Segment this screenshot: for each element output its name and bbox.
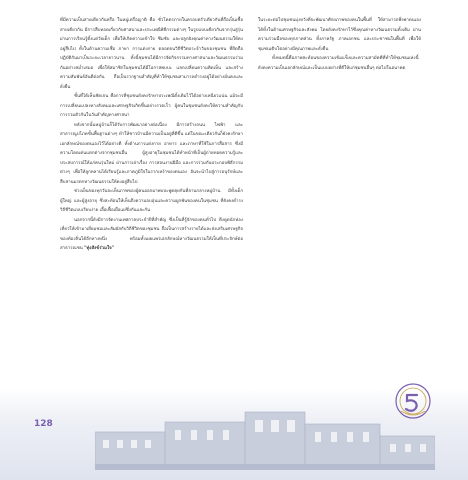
bold-phrase: "ทุ่งสังข์ร่วมใจ" bbox=[84, 246, 114, 251]
paragraph: หลังจากนั้นหมู่บ้านก็ได้รับการพัฒนาอย่างต่อเนื่อง มีการสร้างถนน ไฟฟ้า และสาธารณูปโภคขั้นพื้นฐานต่างๆ ทำให้ชาวบ้านมีความเป็นอยู่ที่ดีขึ้น แต่ในขณะเดียวกันก็ยังคงรักษาเอกลักษณ์ของตนเองไว้ได้อย่างดี ทั้งด้านการแต่งกาย อาหาร และภาษาที่ใช้ในการสื่อสาร ซึ่งมีความโดดเด่นแตกต่างจากชุมชนอื่น ผู้สูงอายุในชุมชนได้ทำหน้าที่เป็นผู้ถ่ายทอดความรู้และประสบการณ์ให้แก่คนรุ่นใหม่ ผ่านการเล่าเรื่อง การสอนงานฝีมือ และการร่วมกันประกอบพิธีกรรมต่างๆ เพื่อให้ลูกหลานได้เรียนรู้และภาคภูมิใจในรากเหง้าของตนเอง อันจะนำไปสู่การอนุรักษ์และสืบสานมรดกทางวัฒนธรรมให้คงอยู่สืบไป bbox=[60, 122, 243, 185]
paragraph: ช่วงเย็นของทุกวันจะเห็นภาพของผู้คนออกมาพบปะพูดคุยกันที่ลานกลางหมู่บ้าน มีทั้งเด็ก ผู้ใหญ่ และผู้สูงอายุ ซึ่งสะท้อนให้เห็นถึงความอบอุ่นและความผูกพันของคนในชุมชน ที่ยังคงดำรงวิถีชีวิตแบบเรียบง่าย เอื้อเฟื้อเผื่อแผ่ซึ่งกันและกัน bbox=[60, 189, 243, 213]
paragraph: ที่มีความเป็นสายเดียวกันหรือ ในหมู่เครือญาติ คือ ชั่วโคตรภายในครอบครัวเดียวกันที่ถือเป็นเชื้อสายเดียวกัน มีการสืบทอดเกี่ยวกับศาสนาและประเพณีพิธีกรรมต่างๆ ในรูปแบบเดียวกันจากรุ่นสู่รุ่น ผ่านการเรียนรู้ตั้งแต่วัยเด็ก เพื่อให้เกิดความเข้าใจ ซึมซับ และปลูกฝังคุณค่าทางวัฒนธรรมให้คงอยู่สืบไป ทั้งในด้านความเชื่อ ภาษา การแต่งกาย ตลอดจนวิถีชีวิตประจำวันของชุมชน ที่ยึดถือปฏิบัติกันมาเป็นระยะเวลายาวนาน ทั้งนี้ชุมชนได้มีการจัดกิจกรรมทางศาสนาและวัฒนธรรมร่วมกันอย่างสม่ำเสมอ เพื่อให้สมาชิกในชุมชนได้มีโอกาสพบปะ แลกเปลี่ยนความคิดเห็น และสร้างความสัมพันธ์อันดีต่อกัน ถือเป็นรากฐานสำคัญที่ทำให้ชุมชนสามารถดำรงอยู่ได้อย่างมั่นคงและยั่งยืน bbox=[60, 18, 243, 90]
paragraph bbox=[60, 216, 243, 254]
paragraph: ทั้งหมดนี้คือภาพสะท้อนของความเข้มแข็งและความสามัคคีที่ทำให้ชุมชนแห่งนี้ยังคงความเป็นเอกลักษณ์และเป็นแบบอย่างที่ดีให้แก่ชุมชนอื่นๆ ต่อไปในอนาคต bbox=[258, 56, 419, 71]
page-number: 128 bbox=[34, 419, 53, 429]
right-text-column bbox=[258, 16, 421, 73]
paragraph-text: นอกจากนี้ยังมีการจัดงานเทศกาลประจำปีที่สำคัญ ซึ่งเป็นที่รู้จักของคนทั่วไป ดึงดูดนักท่องเที่ยวให้เข้ามาเยี่ยมชมและสัมผัสกับวิถีชีวิตของชุมชน ถือเป็นการสร้างรายได้และส่งเสริมเศรษฐกิจของท้องถิ่นได้อีกทางหนึ่ง พร้อมทั้งเผยแพร่เอกลักษณ์ทางวัฒนธรรมให้เป็นที่ประจักษ์ต่อสาธารณชน bbox=[60, 217, 243, 251]
paragraph: ชั้นที่ได้เห็นชัดเจน คือการที่ชุมชนยังคงรักษาประเพณีดั้งเดิมไว้ได้อย่างเหนียวแน่น แม้จะมีการเปลี่ยนแปลงทางสังคมและเศรษฐกิจเกิดขึ้นอย่างรวดเร็ว ผู้คนในชุมชนยังคงให้ความสำคัญกับการรวมตัวกันในวันสำคัญทางศาสนา bbox=[60, 94, 243, 118]
building-skyline-illustration bbox=[95, 402, 435, 470]
anniversary-emblem bbox=[393, 381, 433, 421]
paragraph: ในระยะต่อไปชุมชนมุ่งหวังที่จะพัฒนาศักยภาพของคนในพื้นที่ ให้สามารถพึ่งพาตนเองได้ทั้งในด้านเศรษฐกิจและสังคม โดยยังคงรักษาไว้ซึ่งคุณค่าทางวัฒนธรรมดั้งเดิม ผ่านความร่วมมือของทุกภาคส่วน ทั้งภาครัฐ ภาคเอกชน และประชาชนในพื้นที่ เพื่อให้ชุมชนเติบโตอย่างมีคุณภาพและยั่งยืน bbox=[258, 18, 421, 52]
left-text-column bbox=[60, 16, 243, 254]
